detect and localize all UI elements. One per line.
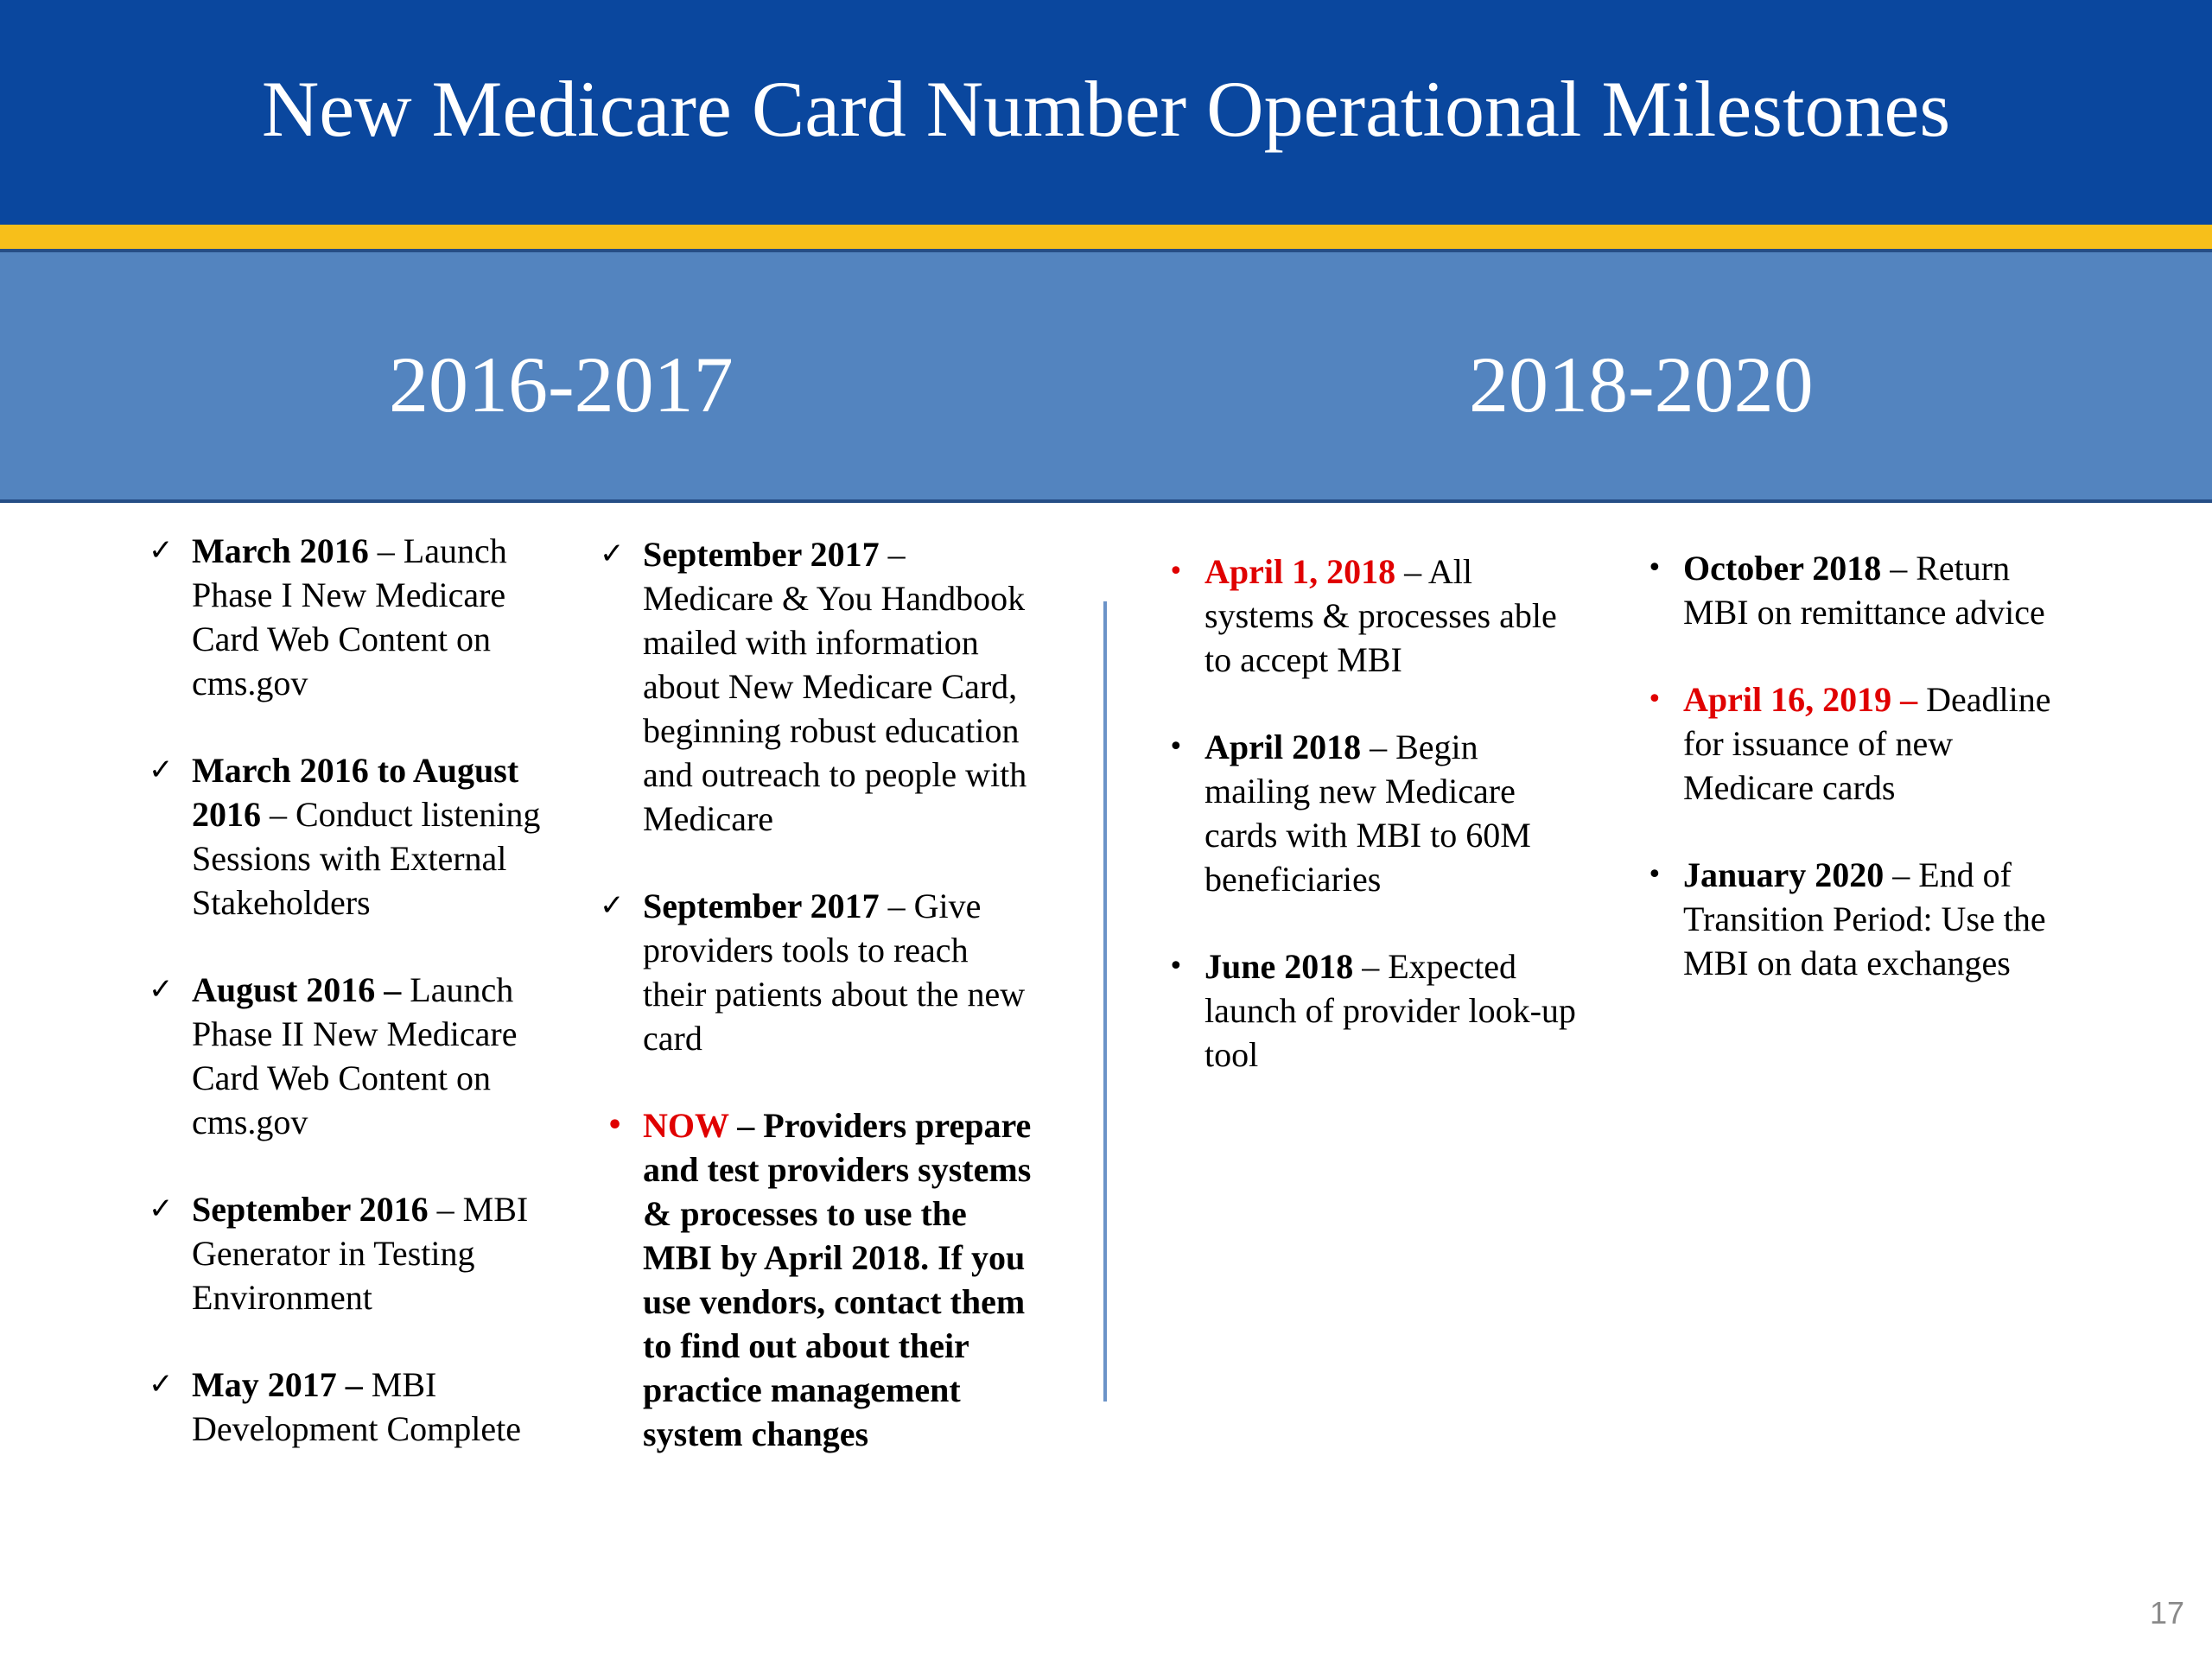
milestone-text: – Conduct listening Sessions with External Stakeholders: [192, 795, 541, 922]
milestone-date: March 2016: [192, 531, 369, 570]
milestone-date: April 16, 2019 –: [1683, 680, 1918, 719]
checkmark-icon: ✓: [149, 753, 174, 787]
milestone-text: – Begin mailing new Medicare cards with MBI to 60M beneficiaries: [1205, 728, 1531, 899]
gold-stripe: [0, 225, 2212, 249]
milestone-text: – Expected launch of provider look-up tool: [1205, 947, 1576, 1074]
milestone-date: June 2018: [1205, 947, 1354, 986]
milestone-text: MBI Development Complete: [192, 1365, 522, 1448]
period-heading-right: 2018-2020: [1469, 340, 1814, 429]
milestones-column-4: [1640, 546, 2072, 985]
milestone-date: April 2018: [1205, 728, 1362, 766]
bullet-icon: •: [1168, 951, 1184, 982]
milestone-item: [600, 1103, 1032, 1456]
milestone-date: April 1, 2018: [1205, 552, 1396, 591]
checkmark-icon: ✓: [600, 888, 625, 923]
milestone-item: [1161, 550, 1576, 682]
checkmark-icon: ✓: [149, 533, 174, 568]
milestone-item: [600, 884, 1032, 1060]
column-divider: [1103, 601, 1107, 1402]
milestone-item: [1640, 853, 2072, 985]
milestone-item: [149, 968, 581, 1144]
milestone-item: [149, 1363, 581, 1451]
milestone-text: – Return MBI on remittance advice: [1683, 549, 2045, 632]
milestone-text: – Medicare & You Handbook mailed with information about New Medicare Card, beginning robust education and outreach to people with Medicare: [643, 535, 1027, 838]
bullet-icon: •: [1647, 553, 1662, 583]
milestones-column-2: [600, 532, 1032, 1456]
milestone-date: May 2017 –: [192, 1365, 363, 1404]
checkmark-icon: ✓: [149, 972, 174, 1007]
milestone-date: March 2016 to August 2016: [192, 751, 519, 834]
bullet-icon: •: [607, 1110, 624, 1141]
title-bar: [0, 0, 2212, 225]
slide-title: New Medicare Card Number Operational Milestones: [261, 65, 1951, 153]
checkmark-icon: ✓: [149, 1192, 174, 1226]
milestone-date: September 2017: [643, 887, 880, 925]
milestone-date: September 2016: [192, 1190, 429, 1229]
milestone-date: January 2020: [1683, 855, 1885, 894]
milestone-text: Launch Phase II New Medicare Card Web Content on cms.gov: [192, 970, 518, 1141]
milestone-date: NOW: [643, 1106, 729, 1145]
checkmark-icon: ✓: [600, 537, 625, 571]
bullet-icon: •: [1647, 860, 1662, 890]
milestones-column-3: [1161, 550, 1576, 1077]
milestone-item: [1161, 725, 1576, 901]
milestone-item: [600, 532, 1032, 841]
period-heading-left: 2016-2017: [389, 340, 734, 429]
milestone-item: [149, 748, 581, 925]
period-band: [0, 249, 2212, 503]
milestone-text: – Launch Phase I New Medicare Card Web Content on cms.gov: [192, 531, 507, 702]
milestone-date: October 2018: [1683, 549, 1882, 588]
bullet-icon: •: [1647, 684, 1662, 715]
milestone-item: [1640, 677, 2072, 810]
checkmark-icon: ✓: [149, 1367, 174, 1402]
bullet-icon: •: [1168, 732, 1184, 762]
milestone-text: – All systems & processes able to accept MBI: [1205, 552, 1557, 679]
milestone-item: [149, 1187, 581, 1319]
milestones-column-1: [149, 529, 581, 1451]
milestone-item: [149, 529, 581, 705]
milestone-text: – Give providers tools to reach their patients about the new card: [643, 887, 1026, 1058]
milestone-text: Deadline for issuance of new Medicare cards: [1683, 680, 2051, 807]
milestone-text: – Providers prepare and test providers systems & processes to use the MBI by April 2018. If you use vendors, contact them to find out about their practice management system changes: [643, 1106, 1032, 1453]
milestone-date: September 2017: [643, 535, 880, 574]
milestone-item: [1640, 546, 2072, 634]
page-number: 17: [2150, 1595, 2185, 1630]
milestone-date: August 2016 –: [192, 970, 402, 1009]
milestone-item: [1161, 944, 1576, 1077]
milestone-text: – MBI Generator in Testing Environment: [192, 1190, 529, 1317]
milestone-text: – End of Transition Period: Use the MBI on data exchanges: [1683, 855, 2046, 982]
bullet-icon: •: [1168, 556, 1184, 587]
